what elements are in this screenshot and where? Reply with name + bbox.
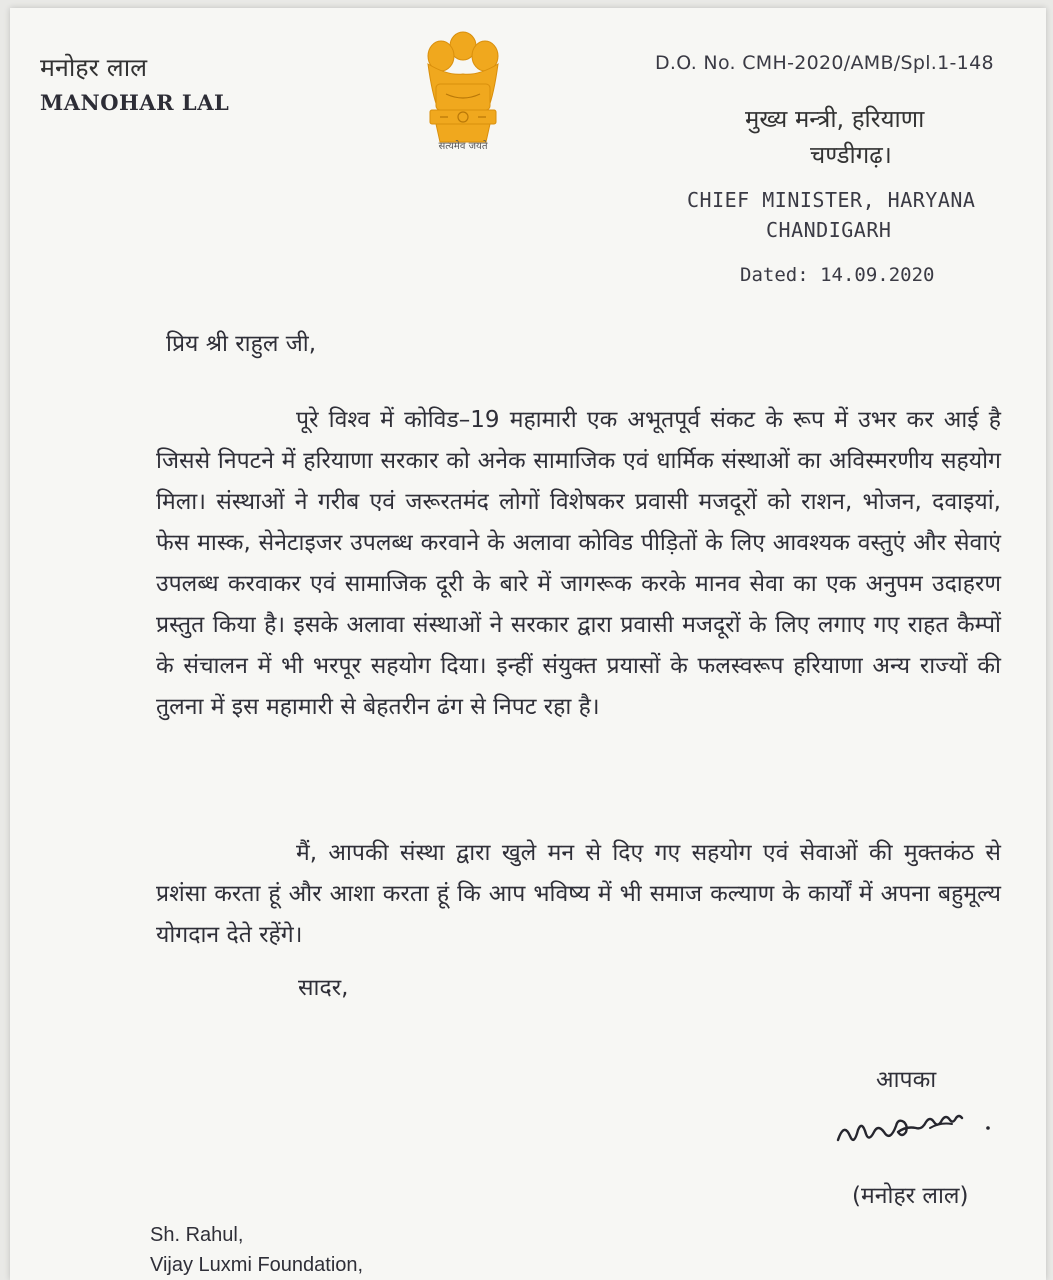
sender-name-hindi: मनोहर लाल xyxy=(40,53,148,82)
body-paragraph-2: मैं, आपकी संस्था द्वारा खुले मन से दिए गए सहयोग एवं सेवाओं की मुक्तकंठ से प्रशंसा करता हूं और आशा करता हूं कि आप भविष्य में भी समाज कल्याण के कार्यों में अपना बहुमूल्य योगदान देते रहेंगे। xyxy=(156,840,1001,948)
designation-hindi: मुख्य मन्त्री, हरियाणा xyxy=(745,105,925,133)
letter-date: Dated: 14.09.2020 xyxy=(740,264,935,286)
closing-regards: सादर, xyxy=(298,975,349,1001)
city-hindi: चण्डीगढ़। xyxy=(810,141,892,169)
signatory-name: (मनोहर लाल) xyxy=(852,1183,969,1209)
designation-english: CHIEF MINISTER, HARYANA xyxy=(687,188,976,212)
body-paragraph-1: पूरे विश्व में कोविड–19 महामारी एक अभूतपूर्व संकट के रूप में उभर कर आई है जिससे निपटने में हरियाणा सरकार को अनेक सामाजिक एवं धार्मिक संस्थाओं का अविस्मरणीय सहयोग मिला। संस्थाओं ने गरीब एवं जरूरतमंद लोगों विशेषकर प्रवासी मजदूरों को राशन, भोजन, दवाइयां, फेस मास्क, सेनेटाइजर उपलब्ध करवाने के अलावा कोविड पीड़ितों के लिए आवश्यक वस्तुएं और सेवाएं उपलब्ध करवाकर एवं सामाजिक दूरी के बारे में जागरूक करके मानव सेवा का एक अनुपम उदाहरण प्रस्तुत किया है। इसके अलावा संस्थाओं ने सरकार द्वारा प्रवासी मजदूरों के लिए लगाए गए राहत कैम्पों के संचालन में भी भरपूर सहयोग दिया। इन्हीं संयुक्त प्रयासों के फलस्वरूप हरियाणा अन्य राज्यों की तुलना में इस महामारी से बेहतरीन ढंग से निपट रहा है। xyxy=(156,407,1001,720)
letter-page xyxy=(10,8,1046,1280)
recipient-organization: Vijay Luxmi Foundation, xyxy=(150,1254,364,1276)
handwritten-signature xyxy=(830,1098,1000,1168)
recipient-name: Sh. Rahul, xyxy=(150,1224,244,1246)
city-english: CHANDIGARH xyxy=(766,218,892,242)
yours-label: आपका xyxy=(876,1067,937,1093)
emblem-motto: सत्यमेव जयते xyxy=(438,141,488,152)
do-number: D.O. No. CMH-2020/AMB/Spl.1-148 xyxy=(655,52,994,74)
salutation: प्रिय श्री राहुल जी, xyxy=(166,331,317,357)
sender-name-english: MANOHAR LAL xyxy=(40,90,230,115)
